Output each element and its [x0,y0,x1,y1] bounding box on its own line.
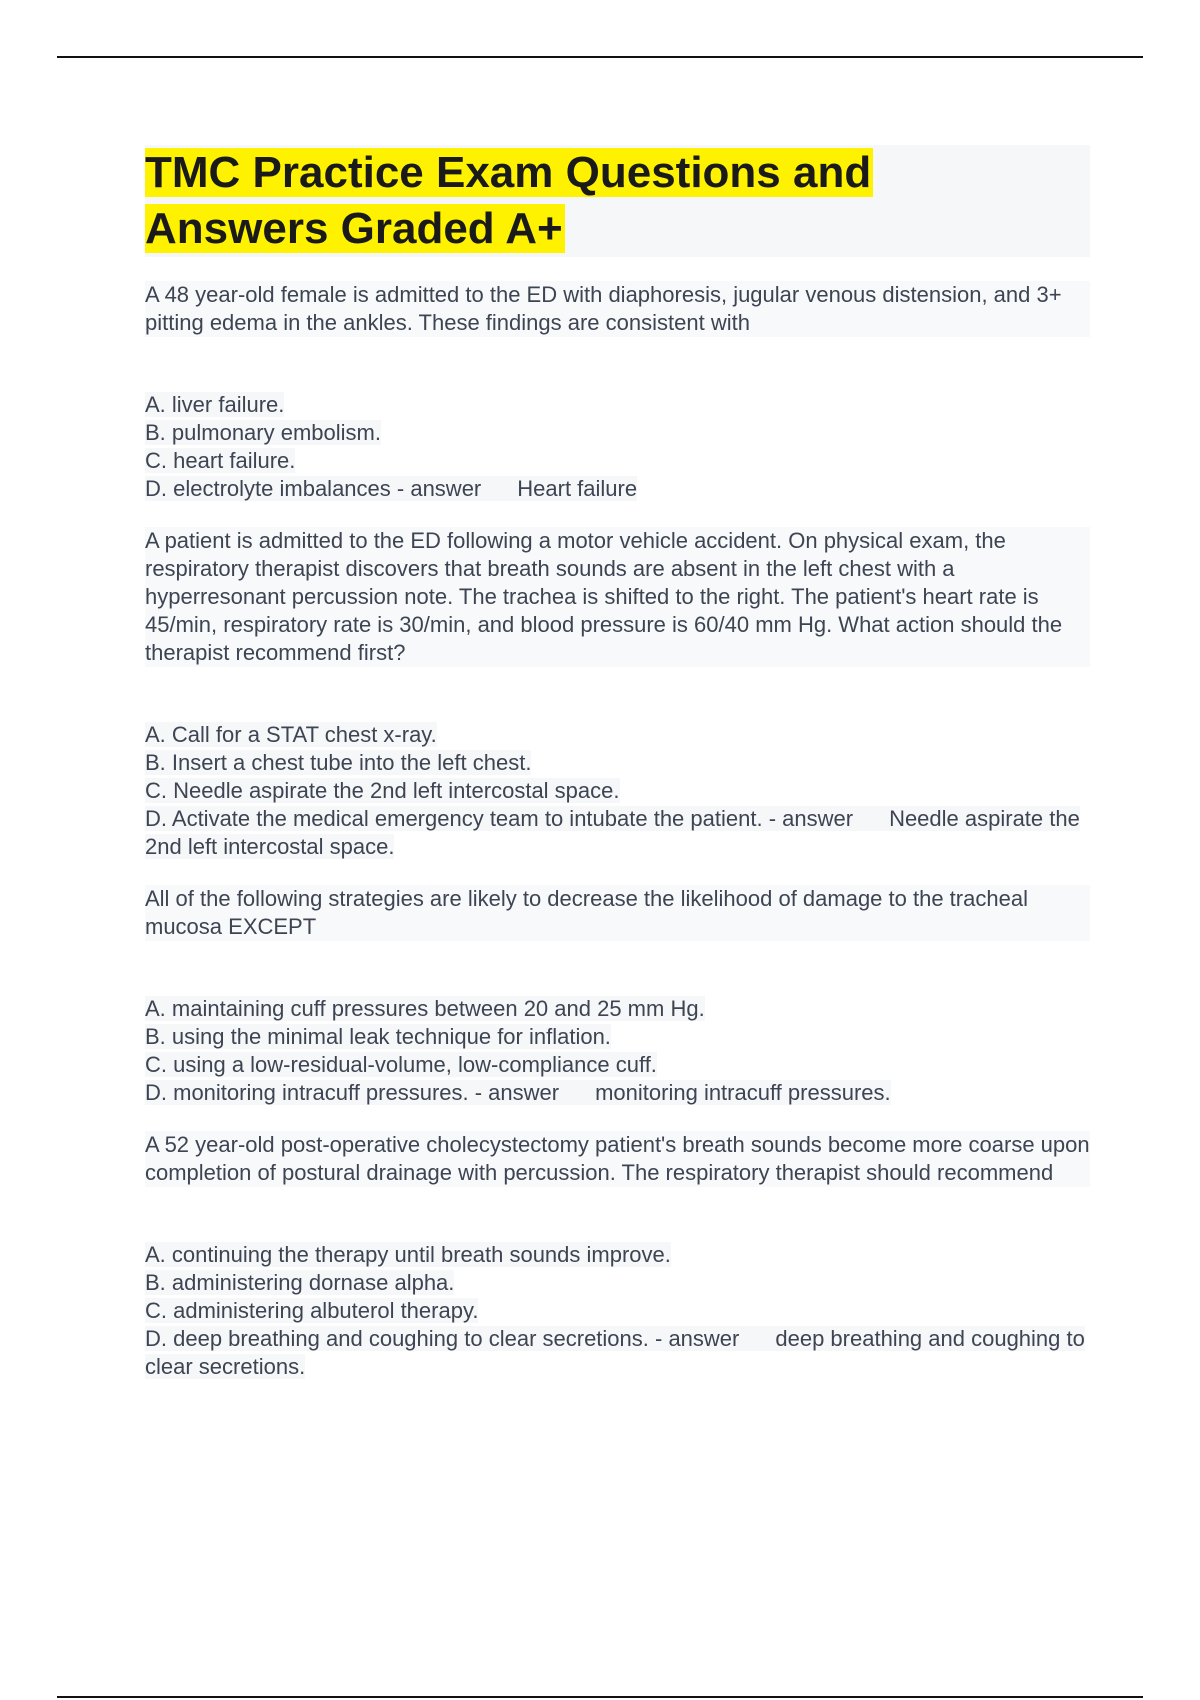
footer-rule [57,1696,1143,1698]
question-3-option-d [145,1079,1090,1107]
option-text: C. administering albuterol therapy. [145,1298,479,1323]
question-2-answer: Needle aspirate the 2nd left intercostal space. [145,806,1080,859]
question-2-option-a [145,721,1090,749]
question-1-option-b [145,419,1090,447]
option-text: B. pulmonary embolism. [145,420,381,445]
question-3-option-c [145,1051,1090,1079]
option-text: A. continuing the therapy until breath sounds improve. [145,1242,671,1267]
question-3-options [145,995,1090,1107]
question-1-answer: Heart failure [517,476,638,501]
option-text: D. deep breathing and coughing to clear secretions. [145,1326,649,1351]
question-4-options [145,1241,1090,1381]
question-1-prompt: A 48 year-old female is admitted to the ED with diaphoresis, jugular venous distension, and 3+ pitting edema in the ankles. These findings are consistent with [145,281,1090,337]
option-text: A. maintaining cuff pressures between 20 and 25 mm Hg. [145,996,705,1021]
option-text: C. using a low-residual-volume, low-compliance cuff. [145,1052,657,1077]
option-text: D. Activate the medical emergency team to intubate the patient. [145,806,763,831]
question-4-prompt: A 52 year-old post-operative cholecystectomy patient's breath sounds become more coarse upon completion of postural drainage with percussion. The respiratory therapist should recommend [145,1132,1090,1185]
option-text: D. electrolyte imbalances [145,476,391,501]
question-4-answer: deep breathing and coughing to clear secretions. [145,1326,1085,1379]
question-2-prompt: A patient is admitted to the ED following a motor vehicle accident. On physical exam, the respiratory therapist discovers that breath sounds are absent in the left chest with a hyperresonant percussion note. The trachea is shifted to the right. The patient's heart rate is 45/min, respiratory rate is 30/min, and blood pressure is 60/40 mm Hg. What action should the therapist recommend first? [145,527,1090,667]
question-3-option-a [145,995,1090,1023]
question-4-option-a [145,1241,1090,1269]
title-line-2: Answers Graded A+ [145,204,563,253]
answer-separator: - answer [762,806,854,831]
answer-separator: - answer [648,1326,740,1351]
header-rule [57,56,1143,58]
option-text: C. Needle aspirate the 2nd left intercostal space. [145,778,620,803]
option-text: B. administering dornase alpha. [145,1270,455,1295]
question-2-option-c [145,777,1090,805]
question-4-option-b [145,1269,1090,1297]
option-text: B. Insert a chest tube into the left chest. [145,750,532,775]
question-1-option-d [145,475,1090,503]
question-4-option-d [145,1325,1090,1381]
question-3-option-b [145,1023,1090,1051]
title-line-1: TMC Practice Exam Questions and [145,148,872,197]
question-1-option-a [145,391,1090,419]
question-2-option-b [145,749,1090,777]
option-text: C. heart failure. [145,448,296,473]
question-4-option-c [145,1297,1090,1325]
option-text: A. Call for a STAT chest x-ray. [145,722,437,747]
title-block [145,145,1090,257]
page-title [145,145,1090,257]
option-text: D. monitoring intracuff pressures. [145,1080,469,1105]
answer-separator: - answer [390,476,482,501]
answer-separator: - answer [468,1080,560,1105]
option-text: A. liver failure. [145,392,285,417]
question-2-option-d [145,805,1090,861]
question-1-option-c [145,447,1090,475]
question-3-answer: monitoring intracuff pressures. [595,1080,891,1105]
question-1-options [145,391,1090,503]
question-2-options [145,721,1090,861]
question-3-prompt: All of the following strategies are likely to decrease the likelihood of damage to the tracheal mucosa EXCEPT [145,885,1090,941]
option-text: B. using the minimal leak technique for inflation. [145,1024,611,1049]
document-body [145,145,1090,1405]
